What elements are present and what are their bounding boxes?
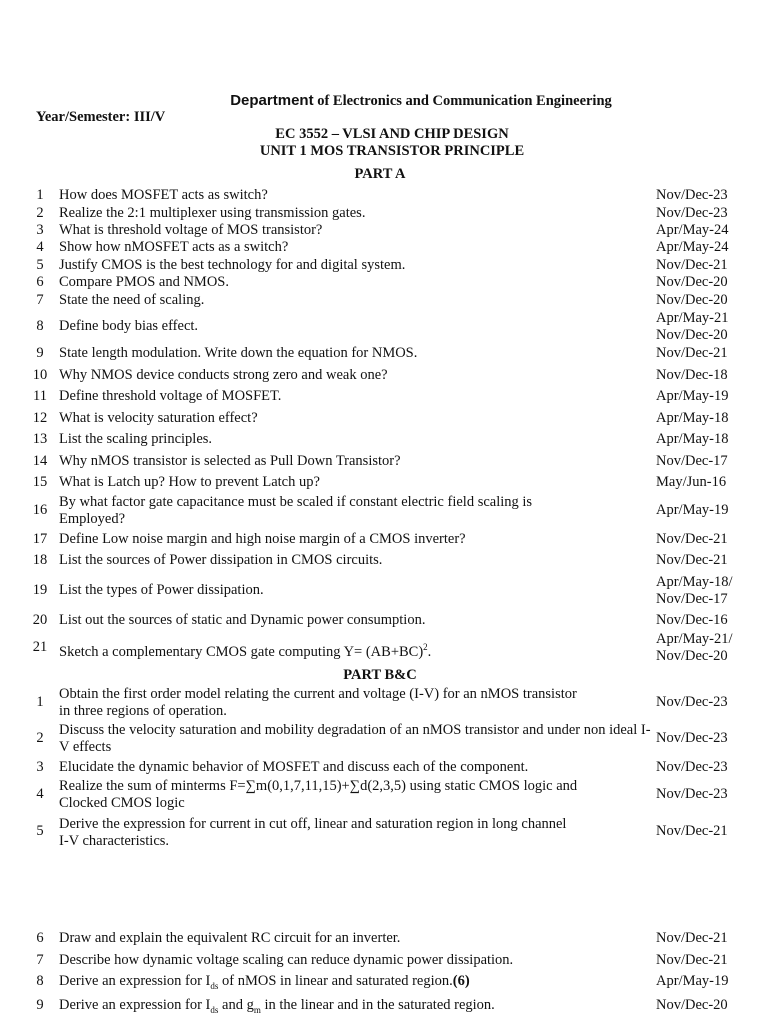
question-number: 17 bbox=[32, 531, 48, 547]
question-text-continued: in three regions of operation. bbox=[59, 703, 227, 719]
exam-date: Apr/May-24 bbox=[656, 239, 729, 255]
exam-date: Nov/Dec-23 bbox=[656, 694, 728, 710]
question-text: Why NMOS device conducts strong zero and weak one? bbox=[59, 367, 388, 383]
exam-date: Nov/Dec-16 bbox=[656, 612, 728, 628]
question-text: What is velocity saturation effect? bbox=[59, 410, 258, 426]
question-text: List the types of Power dissipation. bbox=[59, 582, 264, 598]
course-title: EC 3552 – VLSI AND CHIP DESIGN bbox=[275, 126, 509, 142]
question-number: 11 bbox=[33, 388, 47, 404]
department-word: Department bbox=[230, 92, 314, 109]
exam-date: Nov/Dec-20 bbox=[656, 997, 728, 1013]
question-text: Define Low noise margin and high noise margin of a CMOS inverter? bbox=[59, 531, 466, 547]
question-text: Define body bias effect. bbox=[59, 318, 199, 334]
question-text: Describe how dynamic voltage scaling can reduce dynamic power dissipation. bbox=[59, 952, 514, 968]
marks: (6) bbox=[452, 973, 470, 989]
question-text-continued: V effects bbox=[59, 739, 112, 755]
subscript: ds bbox=[210, 980, 219, 991]
exam-date: Nov/Dec-21 bbox=[656, 823, 728, 839]
part-bc-heading: PART B&C bbox=[343, 667, 417, 683]
question-number: 3 bbox=[36, 759, 44, 775]
question-text: Justify CMOS is the best technology for and digital system. bbox=[59, 257, 406, 273]
question-number: 2 bbox=[36, 205, 44, 221]
exam-date: Nov/Dec-21 bbox=[656, 345, 728, 361]
question-text-main: Derive an expression for I bbox=[59, 973, 211, 989]
question-number: 3 bbox=[36, 222, 44, 238]
exam-date-secondary: Nov/Dec-17 bbox=[656, 591, 728, 607]
question-text: Obtain the first order model relating the current and voltage (I-V) for an nMOS transistor bbox=[59, 686, 577, 702]
exam-date: Apr/May-18 bbox=[656, 410, 729, 426]
exam-date: Apr/May-19 bbox=[656, 388, 729, 404]
question-number: 18 bbox=[32, 552, 48, 568]
question-number: 4 bbox=[36, 239, 44, 255]
exam-date: Nov/Dec-20 bbox=[656, 274, 728, 290]
exam-date: Apr/May-21/ bbox=[656, 631, 733, 647]
question-text: State the need of scaling. bbox=[59, 292, 205, 308]
question-number: 20 bbox=[32, 612, 48, 628]
question-number: 7 bbox=[36, 952, 44, 968]
question-number: 9 bbox=[36, 997, 44, 1013]
question-text: How does MOSFET acts as switch? bbox=[59, 187, 268, 203]
exam-date: Nov/Dec-17 bbox=[656, 453, 728, 469]
question-text: What is Latch up? How to prevent Latch up? bbox=[59, 474, 320, 490]
exam-date: Apr/May-19 bbox=[656, 502, 729, 518]
question-text: Realize the 2:1 multiplexer using transmission gates. bbox=[59, 205, 366, 221]
exam-date: May/Jun-16 bbox=[656, 474, 727, 490]
question-text: Discuss the velocity saturation and mobility degradation of an nMOS transistor and under non ideal I- bbox=[59, 722, 651, 738]
question-text-tail: in the linear and in the saturated region. bbox=[260, 997, 495, 1013]
exam-date: Nov/Dec-21 bbox=[656, 952, 728, 968]
exam-date: Nov/Dec-23 bbox=[656, 759, 728, 775]
exam-date-secondary: Nov/Dec-20 bbox=[656, 648, 728, 664]
exam-date: Nov/Dec-23 bbox=[656, 730, 728, 746]
question-text: Compare PMOS and NMOS. bbox=[59, 274, 229, 290]
question-text: Define threshold voltage of MOSFET. bbox=[59, 388, 282, 404]
exam-date: Nov/Dec-23 bbox=[656, 187, 728, 203]
question-text: What is threshold voltage of MOS transistor? bbox=[59, 222, 323, 238]
question-number: 8 bbox=[36, 318, 44, 334]
exam-date: Nov/Dec-23 bbox=[656, 786, 728, 802]
question-text bbox=[59, 639, 633, 661]
question-number: 12 bbox=[32, 410, 48, 426]
question-number: 21 bbox=[32, 639, 48, 655]
exam-date: Nov/Dec-20 bbox=[656, 292, 728, 308]
question-text: Draw and explain the equivalent RC circuit for an inverter. bbox=[59, 930, 401, 946]
exam-date: Apr/May-21 bbox=[656, 310, 729, 326]
exam-date: Apr/May-19 bbox=[656, 973, 729, 989]
question-text: Why nMOS transistor is selected as Pull Down Transistor? bbox=[59, 453, 401, 469]
exam-date: Nov/Dec-21 bbox=[656, 531, 728, 547]
question-number: 6 bbox=[36, 930, 44, 946]
exam-date: Apr/May-24 bbox=[656, 222, 729, 238]
exam-date: Apr/May-18/ bbox=[656, 574, 733, 590]
question-text-main: Derive an expression for I bbox=[59, 997, 211, 1013]
question-text: List the scaling principles. bbox=[59, 431, 213, 447]
question-text: By what factor gate capacitance must be scaled if constant electric field scaling is bbox=[59, 494, 533, 510]
question-text: Realize the sum of minterms F=∑m(0,1,7,11,15)+∑d(2,3,5) using static CMOS logic and bbox=[59, 778, 578, 794]
unit-title: UNIT 1 MOS TRANSISTOR PRINCIPLE bbox=[259, 143, 525, 159]
question-number: 2 bbox=[36, 730, 44, 746]
year-semester: Year/Semester: III/V bbox=[36, 109, 166, 125]
exam-date: Nov/Dec-21 bbox=[656, 257, 728, 273]
exam-date: Nov/Dec-23 bbox=[656, 205, 728, 221]
question-text-main: Sketch a complementary CMOS gate computing Y= (AB+BC) bbox=[59, 643, 424, 660]
exam-date: Nov/Dec-21 bbox=[656, 552, 728, 568]
exam-date-secondary: Nov/Dec-20 bbox=[656, 327, 728, 343]
exam-date: Nov/Dec-21 bbox=[656, 930, 728, 946]
question-text: Show how nMOSFET acts as a switch? bbox=[59, 239, 289, 255]
superscript: 2 bbox=[423, 642, 428, 652]
question-text-rest: and g bbox=[218, 997, 254, 1013]
department-heading bbox=[0, 92, 768, 110]
question-number: 5 bbox=[36, 257, 44, 273]
question-number: 1 bbox=[36, 187, 44, 203]
question-text-continued: Clocked CMOS logic bbox=[59, 795, 185, 811]
question-text: List the sources of Power dissipation in CMOS circuits. bbox=[59, 552, 383, 568]
question-number: 19 bbox=[32, 582, 48, 598]
question-number: 1 bbox=[36, 694, 44, 710]
department-name: of Electronics and Communication Engineering bbox=[317, 93, 612, 109]
question-text bbox=[59, 973, 633, 995]
subscript: ds bbox=[210, 1004, 219, 1015]
part-a-heading: PART A bbox=[354, 166, 406, 182]
question-text bbox=[59, 997, 633, 1019]
question-number: 16 bbox=[32, 502, 48, 518]
question-number: 9 bbox=[36, 345, 44, 361]
exam-date: Nov/Dec-18 bbox=[656, 367, 728, 383]
question-text-continued: I-V characteristics. bbox=[59, 833, 170, 849]
question-text: Elucidate the dynamic behavior of MOSFET and discuss each of the component. bbox=[59, 759, 529, 775]
question-text: State length modulation. Write down the equation for NMOS. bbox=[59, 345, 418, 361]
exam-date: Apr/May-18 bbox=[656, 431, 729, 447]
subscript: m bbox=[253, 1004, 261, 1015]
question-number: 6 bbox=[36, 274, 44, 290]
question-number: 15 bbox=[32, 474, 48, 490]
question-number: 8 bbox=[36, 973, 44, 989]
question-text: List out the sources of static and Dynamic power consumption. bbox=[59, 612, 426, 628]
question-text: Derive the expression for current in cut off, linear and saturation region in long channel bbox=[59, 816, 567, 832]
question-text-tail: . bbox=[427, 643, 432, 660]
question-number: 7 bbox=[36, 292, 44, 308]
question-number: 4 bbox=[36, 786, 44, 802]
question-number: 5 bbox=[36, 823, 44, 839]
question-text-rest: of nMOS in linear and saturated region. bbox=[218, 973, 453, 989]
question-number: 13 bbox=[32, 431, 48, 447]
question-number: 14 bbox=[32, 453, 48, 469]
question-text-continued: Employed? bbox=[59, 511, 126, 527]
question-number: 10 bbox=[32, 367, 48, 383]
